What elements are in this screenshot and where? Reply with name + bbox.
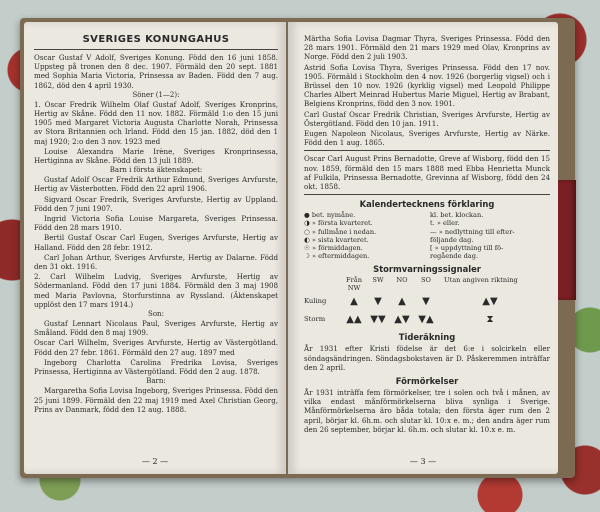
family-entry: Gustaf Adolf Oscar Fredrik Arthur Edmund, Sveriges Arvfurste, Hertig av Västerbotten. Född den 22 april 1906. [34, 175, 278, 194]
storm-row-label: Kuling [304, 297, 327, 306]
storm-row-storm [304, 310, 550, 328]
legend-item: följande dag. [430, 235, 474, 244]
family-entry: Oscar Carl Wilhelm, Sveriges Arvfurste, Hertig av Västergötland. Född den 27 febr. 1861. Förmäld den 27 aug. 1897 med [34, 338, 278, 357]
calendar-legend [304, 211, 550, 260]
tid-text: År 1931 efter Kristi födelse är det 6:e i solcirkeln eller söndagsändringen. Söndagsbokstaven är D. Påskeremmen inträffar den 2 april. [304, 344, 550, 372]
children-subheading: Barn: [146, 377, 166, 386]
storm-signal-icon: ▲ [398, 295, 406, 307]
storm-col-header: Utan angiven riktning [444, 276, 518, 285]
family-entry: Bertil Gustaf Oscar Carl Eugen, Sveriges Arvfurste, Hertig av Halland. Född den 28 febr. 1912. [34, 233, 278, 252]
prince-carl-entry: 2. Carl Wilhelm Ludvig, Sveriges Arvfurste, Hertig av Södermanland. Född den 17 juni 1884. Förmäld den 3 maj 1908 med Maria Pavlovna, Storfurstinna av Ryssland. (Äktenskapet upplöst den 17 mars 1914.) [34, 272, 278, 309]
storm-col-header: Från NW [346, 276, 362, 293]
storm-signal-icon: ▲▲ [346, 313, 362, 325]
storm-signal-icon: ⧗ [486, 313, 494, 325]
legend-item: ☽ » eftermiddagen. [304, 252, 370, 261]
legend-item: ◐ » sista kvarteret. [304, 235, 369, 244]
crown-prince-entry: 1. Oscar Fredrik Wilhelm Olaf Gustaf Adolf, Sveriges Kronprins, Hertig av Skåne. Född den 11 nov. 1882. Förmäld 1:o den 15 juni 1905 med Margaret Victoria Augusta Charlotte Norah, Prinsessa av Stora Britannien och Irland. Född den 15 jan. 1882, död den 1 maj 1920; 2:o den 3 nov. 1923 med [34, 99, 278, 146]
legend-item: ● bet. nymåne. [304, 211, 356, 220]
legend-item: [ » uppdyttning till fö- [430, 244, 504, 253]
divider [304, 194, 550, 195]
storm-signal-icon: ▲▼ [394, 313, 410, 325]
family-entry: Oscar Carl August Prins Bernadotte, Greve af Wisborg, född den 15 nov. 1859, förmäld den 15 mars 1888 med Ebba Henrietta Munck af Fulkila, Prinsessa Bernadotte, Grevinna af Wisborg, född den 24 okt. 1858. [304, 154, 550, 192]
eclipse-text: År 1931 inträffa fem förmörkelser, tre i solen och två i månen, av vilka endast månförmörkelserna bliva synliga i Sverige. Månförmörkelserna äro båda totala; den första äger rum den 2 april, börjar kl. 6h.m. och slutar kl. 10:x e. m.; den andra äger rum den 26 september, börjar kl. 6h.m. och slutar kl. 10.x e. m. [304, 388, 550, 434]
family-entry: Carl Gustaf Oscar Fredrik Christian, Sveriges Arvfurste, Hertig av Östergötland. Född den 10 jan. 1911. [304, 109, 550, 128]
legend-title: Kalendertecknens förklaring [359, 199, 495, 210]
storm-header [304, 276, 550, 292]
king-entry: Oscar Gustaf V Adolf, Sveriges Konung. Född den 16 juni 1858. Uppsteg på tronen den 8 dec. 1907. Förmäld den 20 sept. 1881 med Sophia Maria Victoria, Prinsessa av Baden. Född den 7 aug. 1862, död den 4 april 1930. [34, 53, 278, 90]
legend-item: t. » eller. [430, 219, 460, 228]
family-entry: Astrid Sofia Lovisa Thyra, Sveriges Prinsessa. Född den 17 nov. 1905. Förmäld i Stockholm den 4 nov. 1926 (borgerlig vigsel) och i Brüssel den 10 nov. 1926 (kyrklig vigsel) med Leopold Philippe Charles Albert Meinrad Hubertus Marie Miguel, Hertig av Brabant, Belgiens Kronprins, född den 3 nov. 1901. [304, 62, 550, 109]
tid-title: Tideräkning [398, 332, 456, 343]
sons-subheading: Söner (1—2): [132, 90, 180, 99]
storm-signal-icon: ▲ [350, 295, 358, 307]
family-entry: Märtha Sofia Lovisa Dagmar Thyra, Sveriges Prinsessa. Född den 28 mars 1901. Förmäld den 21 mars 1929 med Olav, Kronprins av Norge. Född den 2 juli 1903. [304, 34, 550, 62]
page-number: — 3 — [409, 457, 437, 466]
legend-item: ○ » fullmåne i nedan. [304, 227, 377, 236]
eclipse-title: Förmörkelser [395, 376, 459, 387]
son-subheading: Son: [148, 310, 164, 319]
divider [304, 150, 550, 151]
family-entry: Ingeborg Charlotta Carolina Fredrika Lovisa, Sveriges Prinsessa, Hertiginna av Västergötland. Född den 2 aug. 1878. [34, 357, 278, 377]
storm-signal-icon: ▼▼ [370, 313, 386, 325]
storm-signal-icon: ▲▼ [482, 295, 498, 307]
family-entry: Sigvard Oscar Fredrik, Sveriges Arvfurste, Hertig av Uppland. Född den 7 juni 1907. [34, 194, 278, 213]
legend-item: ☉ » förmiddagen. [304, 244, 363, 253]
family-entry: Carl Johan Arthur, Sveriges Arvfurste, Hertig av Dalarne. Född den 31 okt. 1916. [34, 252, 278, 272]
storm-row-label: Storm [304, 315, 326, 324]
page-number: — 2 — [141, 457, 169, 466]
storm-row-kuling [304, 292, 550, 310]
storm-col-header: SO [421, 276, 431, 285]
page-heading: SVERIGES KONUNGAHUS [82, 34, 230, 45]
family-entry: Margaretha Sofia Lovisa Ingeborg, Sveriges Prinsessa. Född den 25 juni 1899. Förmäld den 22 maj 1919 med Axel Christian Georg, Prins av Danmark, född den 12 aug. 1888. [34, 386, 278, 414]
legend-item: regående dag. [430, 252, 479, 261]
family-entry: Gustaf Lennart Nicolaus Paul, Sveriges Arvfurste, Hertig av Småland. Född den 8 maj 1909. [34, 319, 278, 338]
storm-signal-icon: ▼ [374, 295, 382, 307]
legend-item: kl. bet. klockan. [430, 211, 484, 220]
family-entry: Ingrid Victoria Sofia Louise Margareta, Sveriges Prinsessa. Född den 28 mars 1910. [34, 214, 278, 233]
storm-signal-icon: ▼ [422, 295, 430, 307]
left-page [24, 22, 286, 474]
legend-item: ◑ » första kvarteret. [304, 219, 373, 228]
storm-col-header: SW [372, 276, 384, 285]
crown-princess-entry: Louise Alexandra Marie Irène, Sveriges Kronprinsessa, Hertiginna av Skåne. Född den 13 juli 1889. [34, 146, 278, 166]
family-entry: Eugen Napoleon Nicolaus, Sveriges Arvfurste, Hertig av Närke. Född den 1 aug. 1865. [304, 129, 550, 148]
storm-col-header: NO [396, 276, 408, 285]
right-page [288, 22, 558, 474]
legend-item: — » nedlyttning till efter- [430, 227, 515, 236]
heading-rule [34, 49, 278, 50]
storm-title: Stormvarningssignaler [373, 264, 481, 275]
children-subheading: Barn i första äktenskapet: [109, 166, 203, 175]
bookmark-ribbon [556, 180, 576, 300]
storm-signal-table [304, 276, 550, 328]
storm-signal-icon: ▼▲ [418, 313, 434, 325]
